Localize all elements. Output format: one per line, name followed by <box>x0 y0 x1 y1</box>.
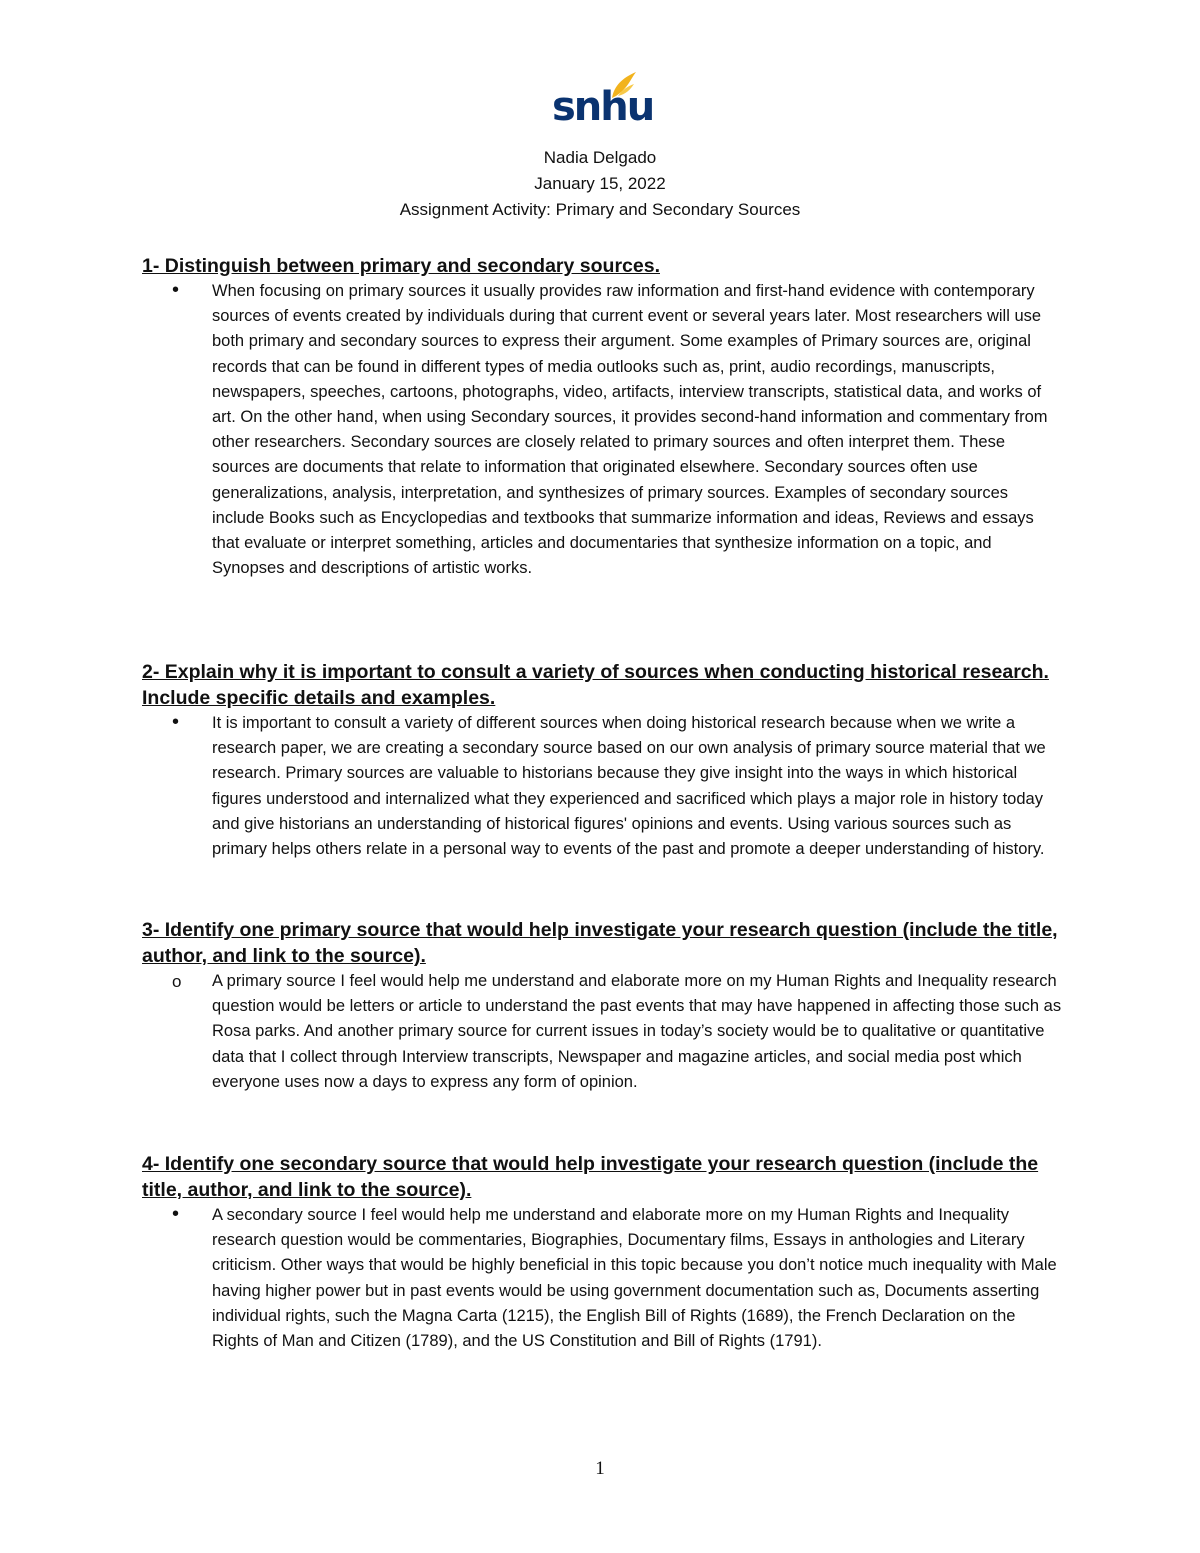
list-item <box>142 711 1062 862</box>
document-date: January 15, 2022 <box>534 174 666 193</box>
bullet-marker: • <box>172 279 180 301</box>
list-item <box>142 1203 1062 1354</box>
section-2 <box>142 659 1062 862</box>
document-title: Assignment Activity: Primary and Secondary Sources <box>399 200 801 219</box>
section-body: When focusing on primary sources it usually provides raw information and first-hand evidence with contemporary sources of events created by individuals during that current event or several years later. Most researchers will use both primary and secondary sources to express their argument. Some examples of Primary sources are, original records that can be found in different types of media outlooks such as, print, audio recordings, manuscripts, newspapers, speeches, cartoons, photographs, video, artifacts, interview transcripts, statistical data, and works of art. On the other hand, when using Secondary sources, it provides second-hand information and commentary from other researchers. Secondary sources are closely related to primary sources and often interpret them. These sources are documents that relate to information that originated elsewhere. Secondary sources often use generalizations, analysis, interpretation, and synthesizes of primary sources. Examples of secondary sources include Books such as Encyclopedias and textbooks that summarize information and ideas, Reviews and essays that evaluate or interpret something, articles and documentaries that synthesize information on a topic, and Synopses and descriptions of artistic works. <box>212 282 1048 578</box>
bullet-marker: o <box>172 972 182 991</box>
section-heading: 2- Explain why it is important to consult a variety of sources when conducting historical research. Include specific details and examples. <box>142 661 1049 709</box>
section-3 <box>142 917 1062 1095</box>
bullet-marker: • <box>172 711 180 733</box>
list-item <box>142 279 1062 581</box>
section-heading: 3- Identify one primary source that would help investigate your research question (include the title, author, and link to the source). <box>142 919 1058 967</box>
page-number: 1 <box>595 1458 605 1479</box>
bullet-marker: • <box>172 1203 180 1225</box>
section-heading: 4- Identify one secondary source that would help investigate your research question (include the title, author, and link to the source). <box>142 1153 1039 1201</box>
section-heading: 1- Distinguish between primary and secondary sources. <box>142 255 660 277</box>
section-body: It is important to consult a variety of different sources when doing historical research because when we write a research paper, we are creating a secondary source based on our own analysis of primary source material that we research. Primary sources are valuable to historians because they give insight into the ways in which historical figures understood and internalized what they experienced and sacrificed which plays a major role in history today and give historians an understanding of historical figures' opinions and events. Using various sources such as primary helps others relate in a personal way to events of the past and promote a deeper understanding of history. <box>212 714 1046 859</box>
section-body: A secondary source I feel would help me understand and elaborate more on my Human Rights and Inequality research question would be commentaries, Biographies, Documentary films, Essays in anthologies and Literary criticism. Other ways that would be highly beneficial in this topic because you don’t notice much inequality with Male having higher power but in past events would be using government documentation such as, Documents asserting individual rights, such the Magna Carta (1215), the English Bill of Rights (1689), the French Declaration on the Rights of Man and Citizen (1789), and the US Constitution and Bill of Rights (1791). <box>212 1206 1057 1351</box>
document-header <box>0 145 1200 223</box>
list-item <box>142 969 1062 1095</box>
section-1 <box>142 253 1062 581</box>
author-name: Nadia Delgado <box>543 148 657 167</box>
logo-text: snhu <box>552 84 654 130</box>
snhu-logo <box>548 70 654 136</box>
section-4 <box>142 1151 1062 1354</box>
section-body: A primary source I feel would help me understand and elaborate more on my Human Rights and Inequality research question would be letters or article to understand the past events that may have happened in affecting those such as Rosa parks. And another primary source for current issues in today’s society would be to qualitative or quantitative data that I collect through Interview transcripts, Newspaper and magazine articles, and social media post which everyone uses now a days to express any form of opinion. <box>212 972 1062 1091</box>
